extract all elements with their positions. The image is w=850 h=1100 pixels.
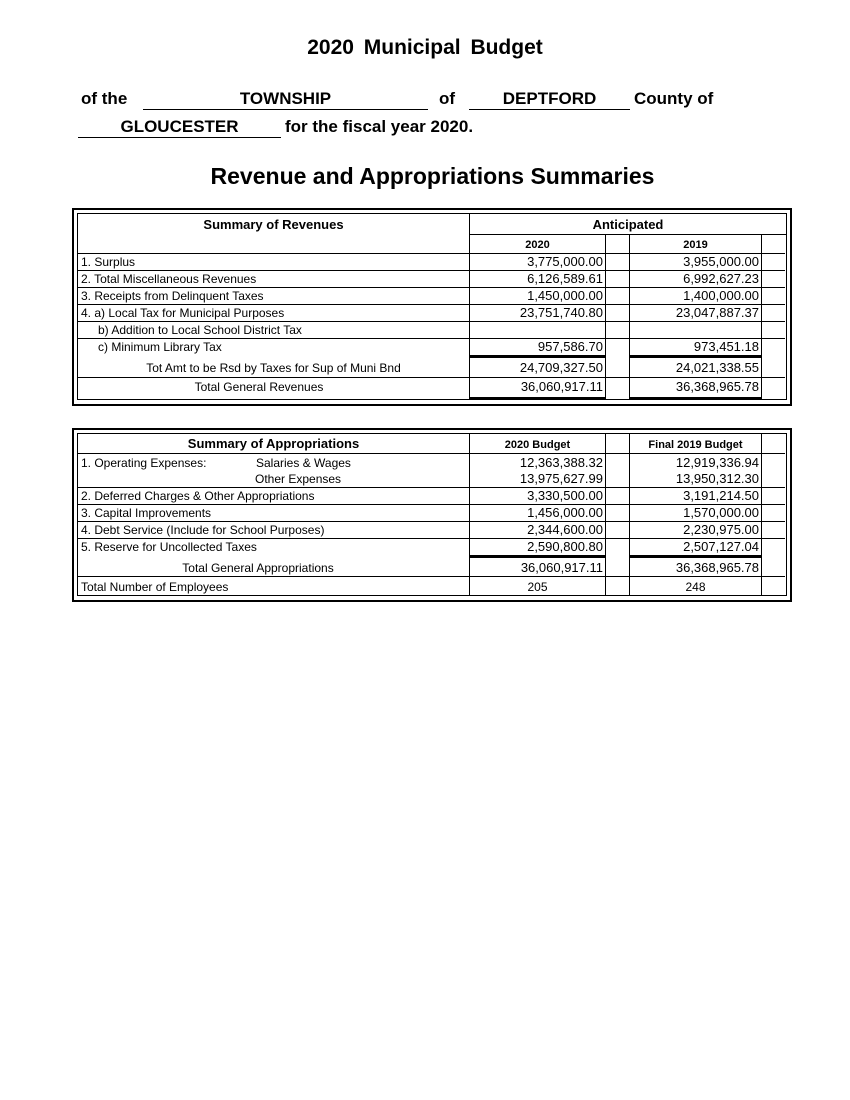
revenue-2019-value: 1,400,000.00 xyxy=(683,288,759,303)
fiscal-year-text: for the fiscal year 2020. xyxy=(285,117,474,136)
grid-line xyxy=(470,555,606,558)
appropriation-label: 2. Deferred Charges & Other Appropriations xyxy=(81,489,315,503)
column-2019: 2019 xyxy=(683,239,708,251)
column-2020: 2020 xyxy=(525,239,550,251)
revenue-2019-value: 36,368,965.78 xyxy=(675,379,759,394)
revenue-2020-value: 1,450,000.00 xyxy=(527,288,603,303)
appropriation-label: Total Number of Employees xyxy=(81,580,229,594)
grid-line xyxy=(78,253,785,254)
section-title: Revenue and Appropriations Summaries xyxy=(210,163,655,189)
revenue-2020-value: 36,060,917.11 xyxy=(520,379,603,394)
appropriation-2019-value: 12,919,336.94 xyxy=(675,455,759,470)
appropriation-2019-value: 36,368,965.78 xyxy=(675,560,759,575)
operating-expenses-label: 1. Operating Expenses: xyxy=(81,456,207,470)
appropriation-2020-value: 2,590,800.80 xyxy=(527,539,603,554)
appropriation-2019-value: 248 xyxy=(685,580,706,594)
county-of-label: County of xyxy=(634,89,714,108)
revenue-label: 3. Receipts from Delinquent Taxes xyxy=(81,289,264,303)
of-label: of xyxy=(439,89,456,108)
revenue-2019-value: 24,021,338.55 xyxy=(675,360,759,375)
grid-line xyxy=(470,355,606,358)
revenue-2020-value: 957,586.70 xyxy=(537,339,603,354)
appropriation-2020-value: 3,330,500.00 xyxy=(527,488,603,503)
grid-line xyxy=(78,270,785,271)
of-the-label: of the xyxy=(81,89,128,108)
appropriation-2019-value: 2,507,127.04 xyxy=(683,539,759,554)
page-title: 2020 Municipal Budget xyxy=(307,36,543,59)
appropriation-2020-value: 2,344,600.00 xyxy=(527,522,603,537)
revenue-2020-value: 24,709,327.50 xyxy=(519,360,603,375)
appropriation-2020-value: 12,363,388.32 xyxy=(519,455,603,470)
revenues-heading: Summary of Revenues xyxy=(203,217,344,232)
grid-line xyxy=(78,538,785,539)
grid-line xyxy=(630,397,762,400)
revenue-label: c) Minimum Library Tax xyxy=(98,340,222,354)
appropriation-2020-value: 1,456,000.00 xyxy=(527,505,603,520)
appropriation-2019-value: 2,230,975.00 xyxy=(683,522,759,537)
county-name-field: GLOUCESTER xyxy=(78,117,281,138)
municipality-name-field: DEPTFORD xyxy=(469,89,630,110)
revenue-2020-value: 6,126,589.61 xyxy=(527,271,603,286)
appropriation-label: Total General Appropriations xyxy=(182,561,334,575)
grid-line xyxy=(761,234,762,399)
revenue-2019-value: 23,047,887.37 xyxy=(675,305,759,320)
grid-line xyxy=(761,433,762,595)
revenue-label: 4. a) Local Tax for Municipal Purposes xyxy=(81,306,285,320)
appropriation-label: 3. Capital Improvements xyxy=(81,506,212,520)
municipality-type-field: TOWNSHIP xyxy=(143,89,428,110)
grid-line xyxy=(78,287,785,288)
grid-line xyxy=(78,377,785,378)
appropriation-2020-value: 36,060,917.11 xyxy=(520,560,603,575)
revenue-label: Total General Revenues xyxy=(194,380,324,394)
revenue-2019-value: 973,451.18 xyxy=(693,339,759,354)
grid-line xyxy=(78,338,785,339)
appropriation-2020-value: 13,975,627.99 xyxy=(519,471,603,486)
appropriation-label: 4. Debt Service (Include for School Purposes) xyxy=(81,523,325,537)
revenue-label: 2. Total Miscellaneous Revenues xyxy=(81,272,257,286)
grid-line xyxy=(78,504,785,505)
grid-line xyxy=(78,521,785,522)
grid-line xyxy=(470,234,786,235)
grid-line xyxy=(78,576,785,577)
revenue-label: b) Addition to Local School District Tax xyxy=(98,323,302,337)
grid-line xyxy=(630,555,762,558)
appropriation-label: Other Expenses xyxy=(255,472,342,486)
appropriations-heading: Summary of Appropriations xyxy=(187,436,360,451)
appropriation-2019-value: 3,191,214.50 xyxy=(683,488,759,503)
revenue-2019-value: 3,955,000.00 xyxy=(683,254,759,269)
column-2020-budget: 2020 Budget xyxy=(504,439,571,451)
revenue-label: 1. Surplus xyxy=(81,255,136,269)
grid-line xyxy=(78,321,785,322)
revenue-label: Tot Amt to be Rsd by Taxes for Sup of Muni Bnd xyxy=(146,361,401,375)
appropriation-2019-value: 1,570,000.00 xyxy=(683,505,759,520)
appropriation-label: 5. Reserve for Uncollected Taxes xyxy=(81,540,257,554)
anticipated-heading: Anticipated xyxy=(592,217,664,232)
revenue-2020-value: 23,751,740.80 xyxy=(519,305,603,320)
column-final-2019-budget: Final 2019 Budget xyxy=(648,439,743,451)
appropriation-label: Salaries & Wages xyxy=(256,456,351,470)
revenue-2019-value: 6,992,627.23 xyxy=(683,271,759,286)
grid-line xyxy=(470,397,606,400)
grid-line xyxy=(605,234,606,399)
revenue-2020-value: 3,775,000.00 xyxy=(527,254,603,269)
grid-line xyxy=(605,433,606,595)
grid-line xyxy=(630,355,762,358)
grid-line xyxy=(78,487,785,488)
grid-line xyxy=(78,453,785,454)
appropriation-2020-value: 205 xyxy=(527,580,548,594)
appropriation-2019-value: 13,950,312.30 xyxy=(675,471,759,486)
